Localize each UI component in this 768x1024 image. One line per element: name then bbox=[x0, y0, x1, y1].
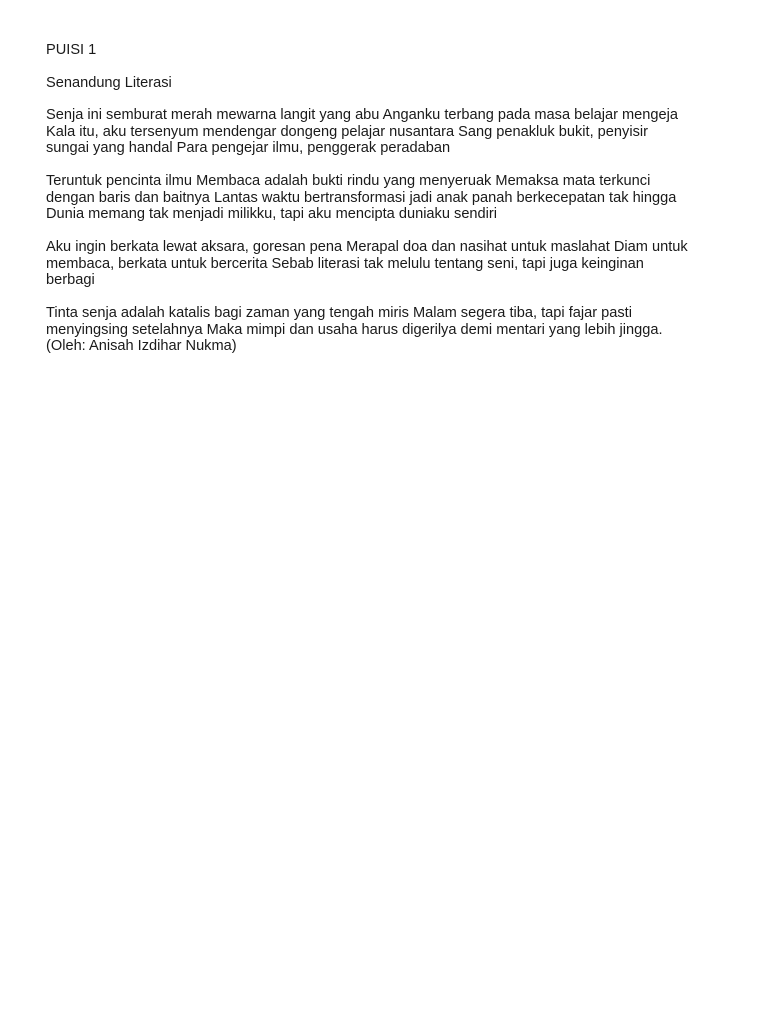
poem-line: Teruntuk pencinta ilmu Membaca adalah bukti rindu yang menyeruak Memaksa mata terkunci bbox=[46, 173, 651, 189]
stanza-2 bbox=[46, 173, 736, 223]
poem-title: Senandung Literasi bbox=[46, 74, 172, 91]
stanza-3 bbox=[46, 239, 736, 289]
stanza-1 bbox=[46, 107, 736, 157]
poem-line: membaca, berkata untuk bercerita Sebab literasi tak melulu tentang seni, tapi juga keinginan bbox=[46, 255, 644, 272]
poem-number-heading: PUISI 1 bbox=[46, 42, 97, 58]
document-page bbox=[46, 42, 736, 371]
poem-author-line: (Oleh: Anisah Izdihar Nukma) bbox=[46, 338, 237, 354]
poem-line: dengan baris dan baitnya Lantas waktu bertransformasi jadi anak panah berkecepatan tak hingga bbox=[46, 189, 677, 206]
poem-line: Kala itu, aku tersenyum mendengar dongeng pelajar nusantara Sang penakluk bukit, penyisir bbox=[46, 123, 648, 140]
poem-line: Dunia memang tak menjadi milikku, tapi aku mencipta duniaku sendiri bbox=[46, 206, 498, 222]
poem-line: berbagi bbox=[46, 272, 95, 288]
poem-line: sungai yang handal Para pengejar ilmu, penggerak peradaban bbox=[46, 140, 451, 156]
poem-line: Tinta senja adalah katalis bagi zaman yang tengah miris Malam segera tiba, tapi fajar pasti bbox=[46, 305, 632, 321]
poem-line: menyingsing setelahnya Maka mimpi dan usaha harus digerilya demi mentari yang lebih jingga. bbox=[46, 321, 663, 338]
poem-line: Aku ingin berkata lewat aksara, goresan pena Merapal doa dan nasihat untuk maslahat Diam untuk bbox=[46, 239, 688, 255]
stanza-4 bbox=[46, 305, 736, 355]
poem-line: Senja ini semburat merah mewarna langit yang abu Anganku terbang pada masa belajar mengeja bbox=[46, 107, 678, 123]
